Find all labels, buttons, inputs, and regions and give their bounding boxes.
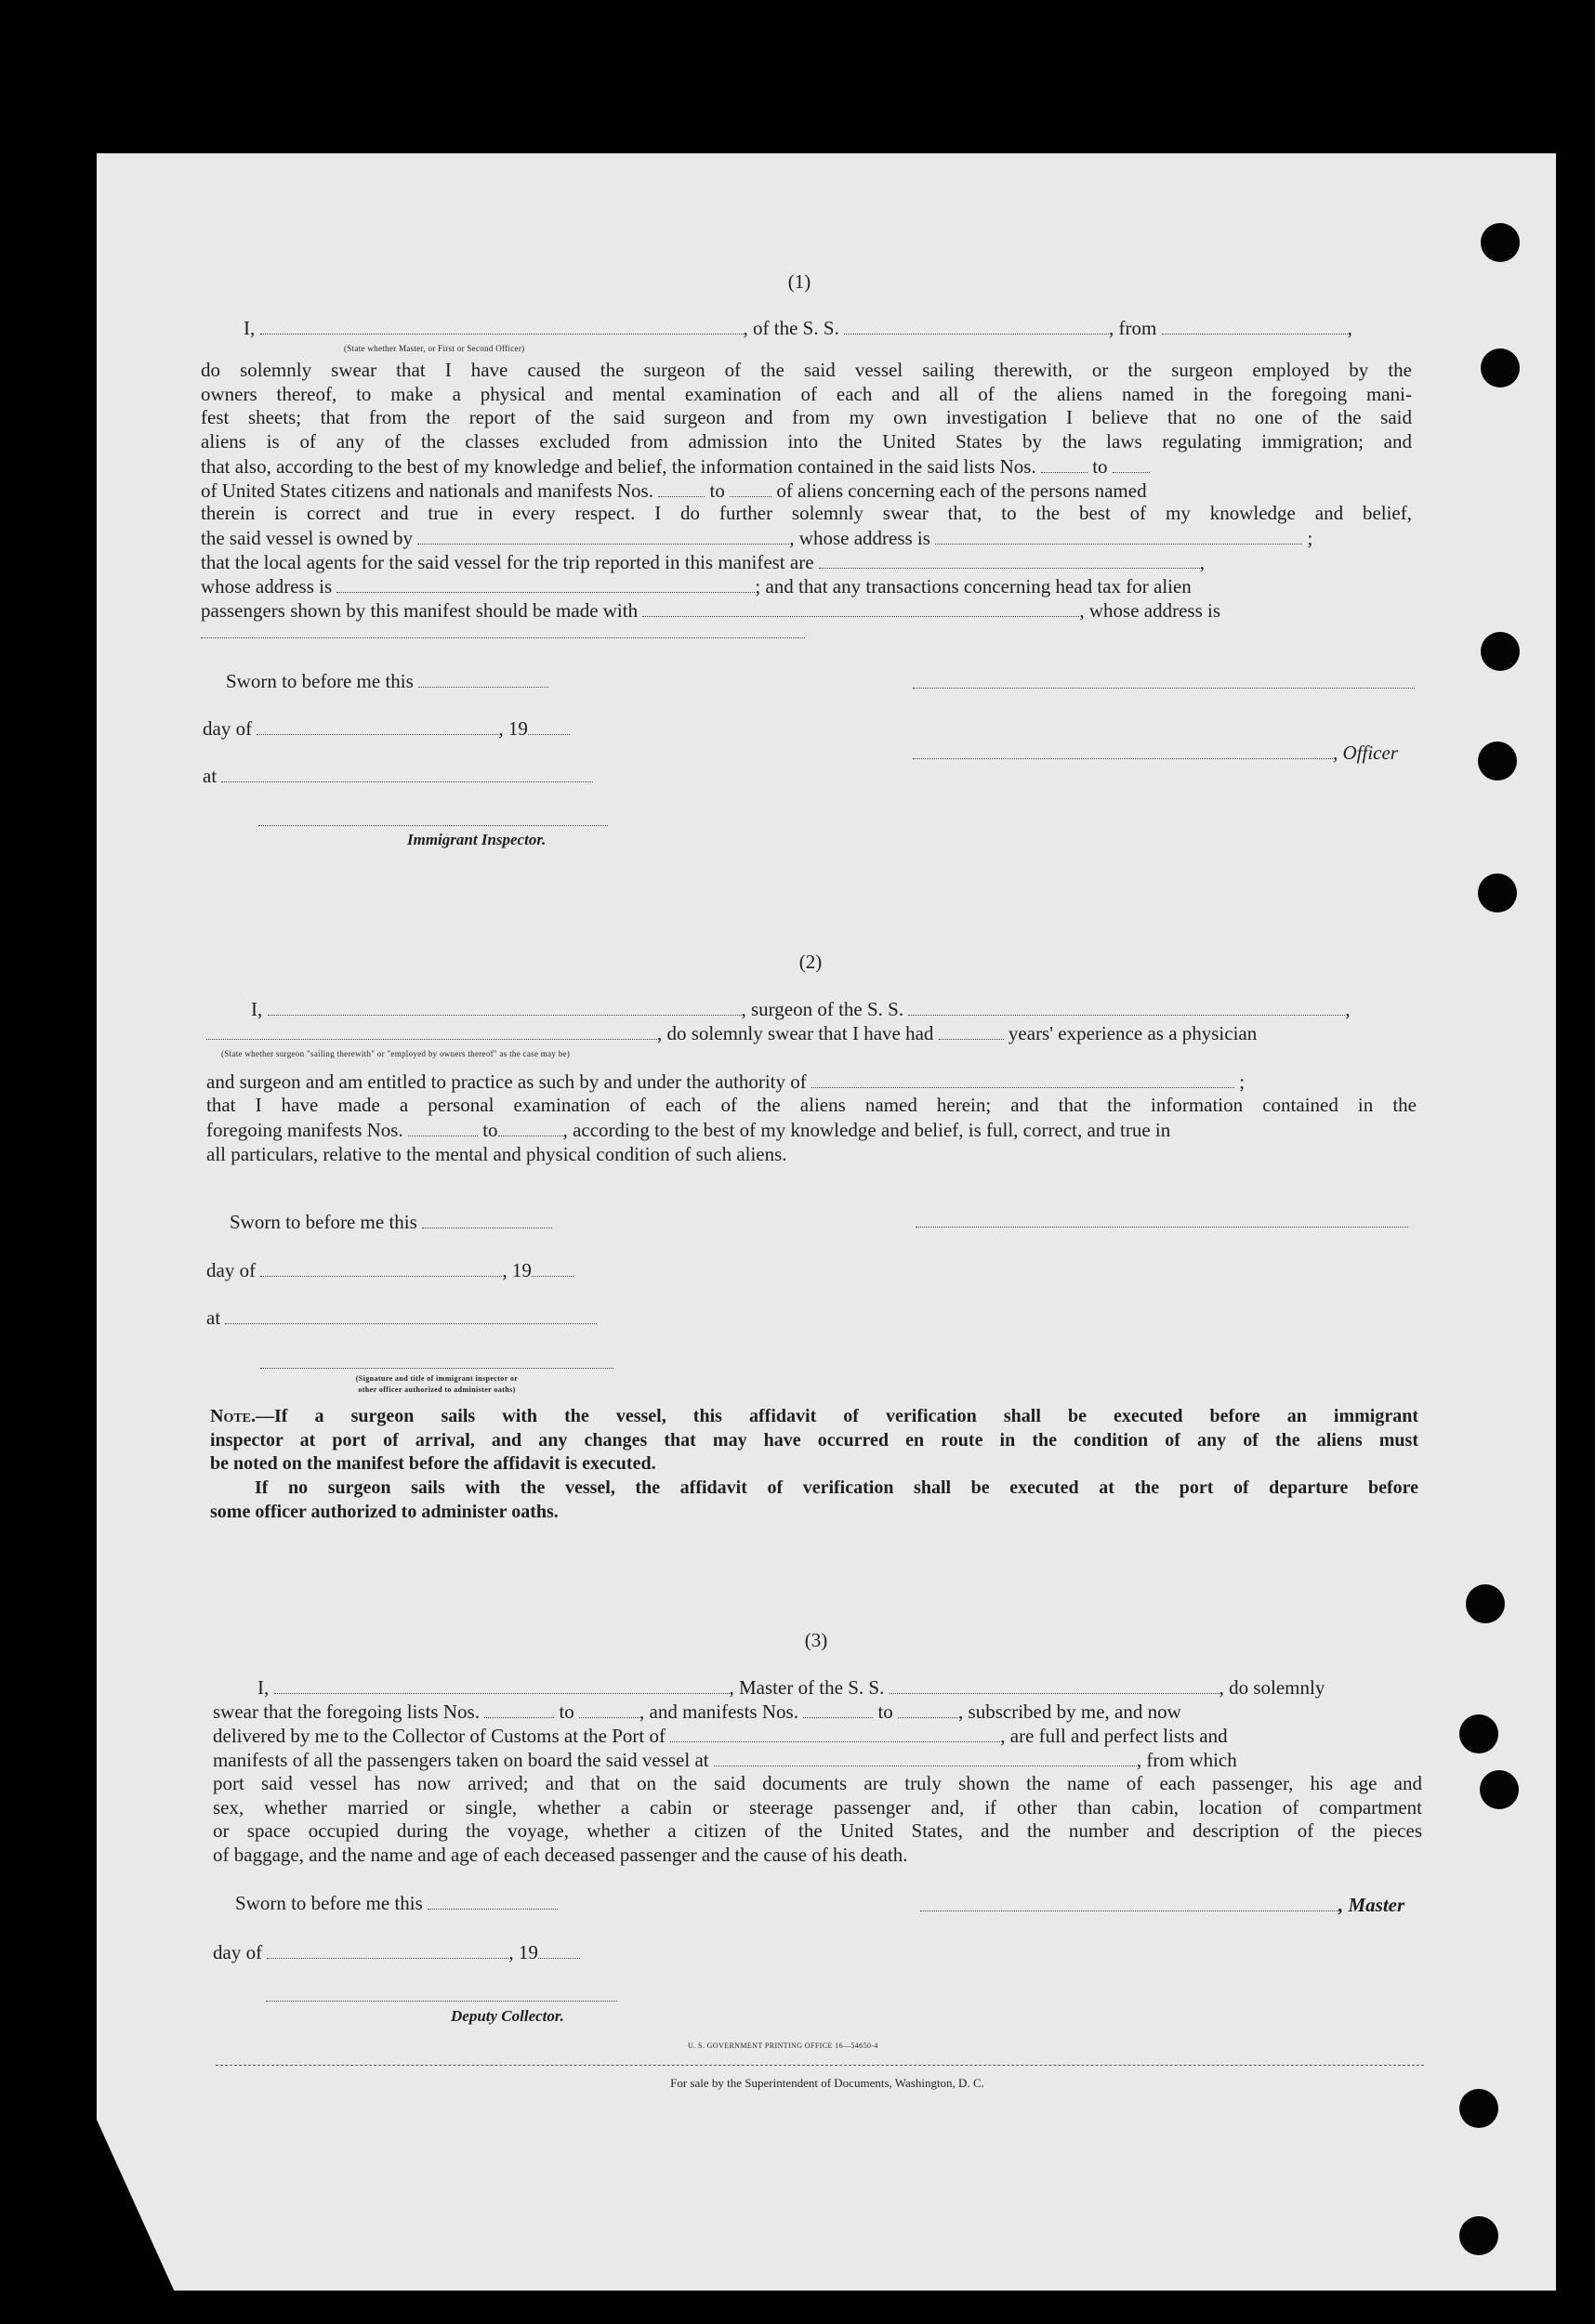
- master-lists-to-field[interactable]: [579, 1702, 639, 1718]
- section-3-line-3: delivered by me to the Collector of Customs at the Port of , are full and perfect lists and: [213, 1725, 1228, 1747]
- sworn-line-1: Sworn to before me this: [226, 669, 548, 693]
- port-field[interactable]: [670, 1727, 1000, 1742]
- surgeon-status-field[interactable]: [206, 1024, 657, 1040]
- day-of-line-1: day of , 19: [203, 716, 570, 741]
- owner-address-field[interactable]: [935, 529, 1302, 545]
- foregoing-manifests-line: foregoing manifests Nos. to , according to the best of my knowledge and belief, is full, correct, and true in: [206, 1119, 1171, 1141]
- note-block: Note.—If a surgeon sails with the vessel, this affidavit of verification shall be executed before an immigrant inspector at port of arrival, and any changes that may have occurred en route in the condition of any of the aliens must be noted on the manifest before the affidavit is executed. If no surgeon sails with the vessel, the affidavit of verification shall be executed at the port of departure before some officer authorized to administer oaths.: [210, 1406, 1418, 1522]
- punch-hole: [1459, 1714, 1498, 1753]
- years-experience-field[interactable]: [939, 1024, 1004, 1040]
- sworn-day-field-3[interactable]: [428, 1894, 558, 1910]
- punch-hole: [1481, 348, 1520, 387]
- signature-note-2: other officer authorized to administer oaths): [358, 1385, 516, 1394]
- section-1-paragraph: do solemnly swear that I have caused the surgeon of the said vessel sailing therewith, or the surgeon employed by the owners thereof, to make a physical and mental examination of each and all of the aliens named in the foregoing mani- fest sheets; that from the report of the said surgeon and from my own investigation I believe that no one of the said aliens is of any of the classes excluded from admission into the United States by the laws regulating immigration; and: [201, 359, 1412, 453]
- day-of-line-2: day of , 19: [206, 1258, 573, 1282]
- year-field-2[interactable]: [532, 1261, 573, 1277]
- sworn-line-2: Sworn to before me this: [230, 1210, 552, 1234]
- punch-hole: [1480, 1770, 1519, 1809]
- head-tax-line: passengers shown by this manifest should be made with , whose address is: [201, 599, 1221, 622]
- punch-hole: [1481, 632, 1520, 671]
- deputy-collector-label: Deputy Collector.: [451, 2007, 564, 2025]
- agents-field[interactable]: [819, 553, 1200, 569]
- day-month-field-3[interactable]: [267, 1943, 508, 1959]
- signature-field-2[interactable]: [916, 1227, 1408, 1228]
- section-2-line-1: I, , surgeon of the S. S. ,: [251, 998, 1351, 1020]
- sworn-day-field-2[interactable]: [422, 1213, 552, 1228]
- immigrant-inspector-label: Immigrant Inspector.: [407, 831, 547, 848]
- section-2-number: (2): [798, 951, 823, 973]
- punch-hole: [1459, 2216, 1498, 2255]
- day-of-line-3: day of , 19: [213, 1940, 580, 1964]
- surgeon-note: (State whether surgeon "sailing therewith" or "employed by owners thereof" as the case may be): [221, 1049, 571, 1058]
- sworn-line-3: Sworn to before me this: [235, 1891, 558, 1915]
- officer-title-field[interactable]: [913, 743, 1333, 759]
- boarding-port-field[interactable]: [714, 1751, 1137, 1766]
- section-2-line-2: , do solemnly swear that I have had years' experience as a physician: [206, 1021, 1257, 1045]
- owned-by-line: the said vessel is owned by , whose address is ;: [201, 527, 1313, 549]
- year-field[interactable]: [528, 719, 570, 735]
- lists-line: that also, according to the best of my knowledge and belief, the information contained in the said lists Nos. to: [201, 454, 1150, 479]
- section-2-paragraph: that I have made a personal examination of each of the aliens named herein; and that the information contained in the: [206, 1094, 1417, 1116]
- manifests-line: of United States citizens and nationals and manifests Nos. to of aliens concerning each of the persons named: [201, 479, 1147, 502]
- day-month-field[interactable]: [257, 719, 498, 735]
- officer-field[interactable]: [260, 319, 744, 335]
- authority-line: and surgeon and am entitled to practice as such by and under the authority of ;: [206, 1070, 1246, 1093]
- signature-note-1: (Signature and title of immigrant inspector or: [355, 1374, 519, 1383]
- correct-line: therein is correct and true in every respect. I do further solemnly swear that, to the best of my knowledge and belief,: [201, 502, 1412, 524]
- at-place-field-2[interactable]: [225, 1308, 597, 1324]
- at-place-field[interactable]: [221, 767, 593, 782]
- section-3-line-4: manifests of all the passengers taken on board the said vessel at , from which: [213, 1749, 1237, 1771]
- year-field-3[interactable]: [538, 1943, 580, 1959]
- section-3-paragraph: port said vessel has now arrived; and that on the said documents are truly shown the name of each passenger, his age and sex, whether married or single, whether a cabin or steerage passenger and, if other than cabin, location of compartment or space occupied during the voyage, whether a citizen of the United States, and the number and description of the pieces of baggage, and the name and age of each deceased passenger and the cause of his death.: [213, 1772, 1422, 1867]
- sworn-day-field[interactable]: [418, 672, 548, 688]
- lists-from-field[interactable]: [1041, 457, 1088, 473]
- section-3-line-2: swear that the foregoing lists Nos. to , and manifests Nos. to , subscribed by me, and now: [213, 1700, 1181, 1723]
- lists-to-field[interactable]: [1113, 457, 1150, 473]
- day-month-field-2[interactable]: [260, 1261, 502, 1277]
- from-port-field[interactable]: [1162, 319, 1348, 335]
- inspector-signature-field[interactable]: [258, 825, 608, 826]
- section-3-number: (3): [804, 1629, 828, 1651]
- at-line-2: at: [206, 1306, 597, 1330]
- surgeon-manifests-to-field[interactable]: [498, 1121, 563, 1136]
- section-3-line-1: I, , Master of the S. S. , do solemnly: [257, 1676, 1325, 1699]
- head-tax-address-field[interactable]: [201, 637, 805, 638]
- manifests-to-field[interactable]: [730, 481, 771, 497]
- head-tax-agent-field[interactable]: [642, 601, 1079, 617]
- for-sale-notice: For sale by the Superintendent of Documents, Washington, D. C.: [670, 2076, 984, 2090]
- agents-line: that the local agents for the said vessel for the trip reported in this manifest are ,: [201, 551, 1206, 573]
- printing-office-imprint: U. S. GOVERNMENT PRINTING OFFICE 16—54650-4: [688, 2042, 878, 2050]
- punch-hole: [1481, 223, 1520, 262]
- manifests-from-field[interactable]: [658, 481, 705, 497]
- at-line-1: at: [203, 764, 593, 788]
- particulars-line: all particulars, relative to the mental and physical condition of such aliens.: [206, 1143, 787, 1165]
- punch-hole: [1478, 873, 1517, 913]
- master-vessel-field[interactable]: [890, 1678, 1219, 1694]
- owner-field[interactable]: [417, 529, 789, 545]
- agents-address-field[interactable]: [336, 577, 755, 593]
- master-signature-field[interactable]: [920, 1896, 1338, 1911]
- authority-field[interactable]: [811, 1072, 1234, 1088]
- master-name-field[interactable]: [274, 1678, 730, 1694]
- punch-hole: [1466, 1584, 1505, 1623]
- punch-hole: [1478, 742, 1517, 781]
- master-manifests-from-field[interactable]: [803, 1702, 873, 1718]
- section-1-number: (1): [787, 270, 811, 293]
- vessel-name-field[interactable]: [844, 319, 1109, 335]
- officer-line: , Officer: [913, 741, 1398, 765]
- surgeon-vessel-field[interactable]: [908, 1000, 1345, 1016]
- master-signature-line: , Master: [920, 1893, 1404, 1917]
- deputy-signature-field[interactable]: [266, 2001, 617, 2002]
- section-1-line-1: I, , of the S. S. , from ,: [244, 317, 1352, 339]
- master-lists-from-field[interactable]: [484, 1702, 554, 1718]
- surgeon-name-field[interactable]: [268, 1000, 742, 1016]
- punch-hole: [1459, 2089, 1498, 2128]
- master-manifests-to-field[interactable]: [898, 1702, 958, 1718]
- surgeon-manifests-from-field[interactable]: [408, 1121, 478, 1136]
- signature-field-1[interactable]: [913, 688, 1415, 689]
- footer-rule: [216, 2065, 1424, 2066]
- note-label: Note.: [210, 1406, 257, 1426]
- officer-note: (State whether Master, or First or Second Officer): [344, 344, 525, 353]
- inspector-signature-field-2[interactable]: [260, 1368, 613, 1369]
- agents-address-line: whose address is ; and that any transactions concerning head tax for alien: [201, 575, 1192, 597]
